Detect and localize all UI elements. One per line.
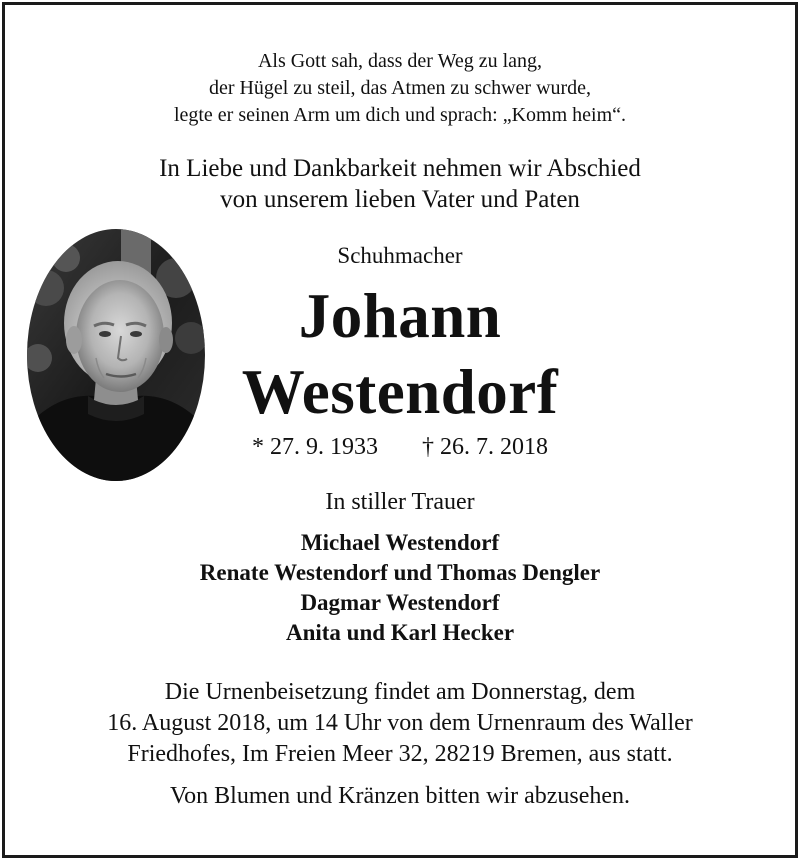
mourner-name: Dagmar Westendorf <box>300 590 500 615</box>
flowers-request: Von Blumen und Kränzen bitten wir abzusehen. <box>169 783 631 809</box>
death-date: † 26. 7. 2018 <box>422 434 548 460</box>
mourner-name: Renate Westendorf und Thomas Dengler <box>199 560 601 585</box>
mourning-heading: In stiller Trauer <box>325 489 475 515</box>
poem-line-3: legte er seinen Arm um dich und sprach: „Komm heim“. <box>173 104 627 126</box>
mourner-name: Anita und Karl Hecker <box>285 620 515 645</box>
mourner-name: Michael Westendorf <box>300 530 500 555</box>
service-line-3: Friedhofes, Im Freien Meer 32, 28219 Bremen, aus statt. <box>127 741 673 767</box>
poem-line-1: Als Gott sah, dass der Weg zu lang, <box>257 50 543 72</box>
intro-line-2: von unserem lieben Vater und Paten <box>220 186 580 213</box>
birth-date: * 27. 9. 1933 <box>252 434 378 460</box>
service-line-1: Die Urnenbeisetzung findet am Donnerstag, dem <box>164 679 636 705</box>
service-line-2: 16. August 2018, um 14 Uhr von dem Urnenraum des Waller <box>107 710 693 736</box>
deceased-first-name: Johann <box>298 281 502 351</box>
profession: Schuhmacher <box>337 243 463 268</box>
intro-line-1: In Liebe und Dankbarkeit nehmen wir Abschied <box>159 155 641 182</box>
poem-line-2: der Hügel zu steil, das Atmen zu schwer wurde, <box>208 77 592 99</box>
deceased-last-name: Westendorf <box>241 357 559 427</box>
life-dates <box>0 434 800 461</box>
